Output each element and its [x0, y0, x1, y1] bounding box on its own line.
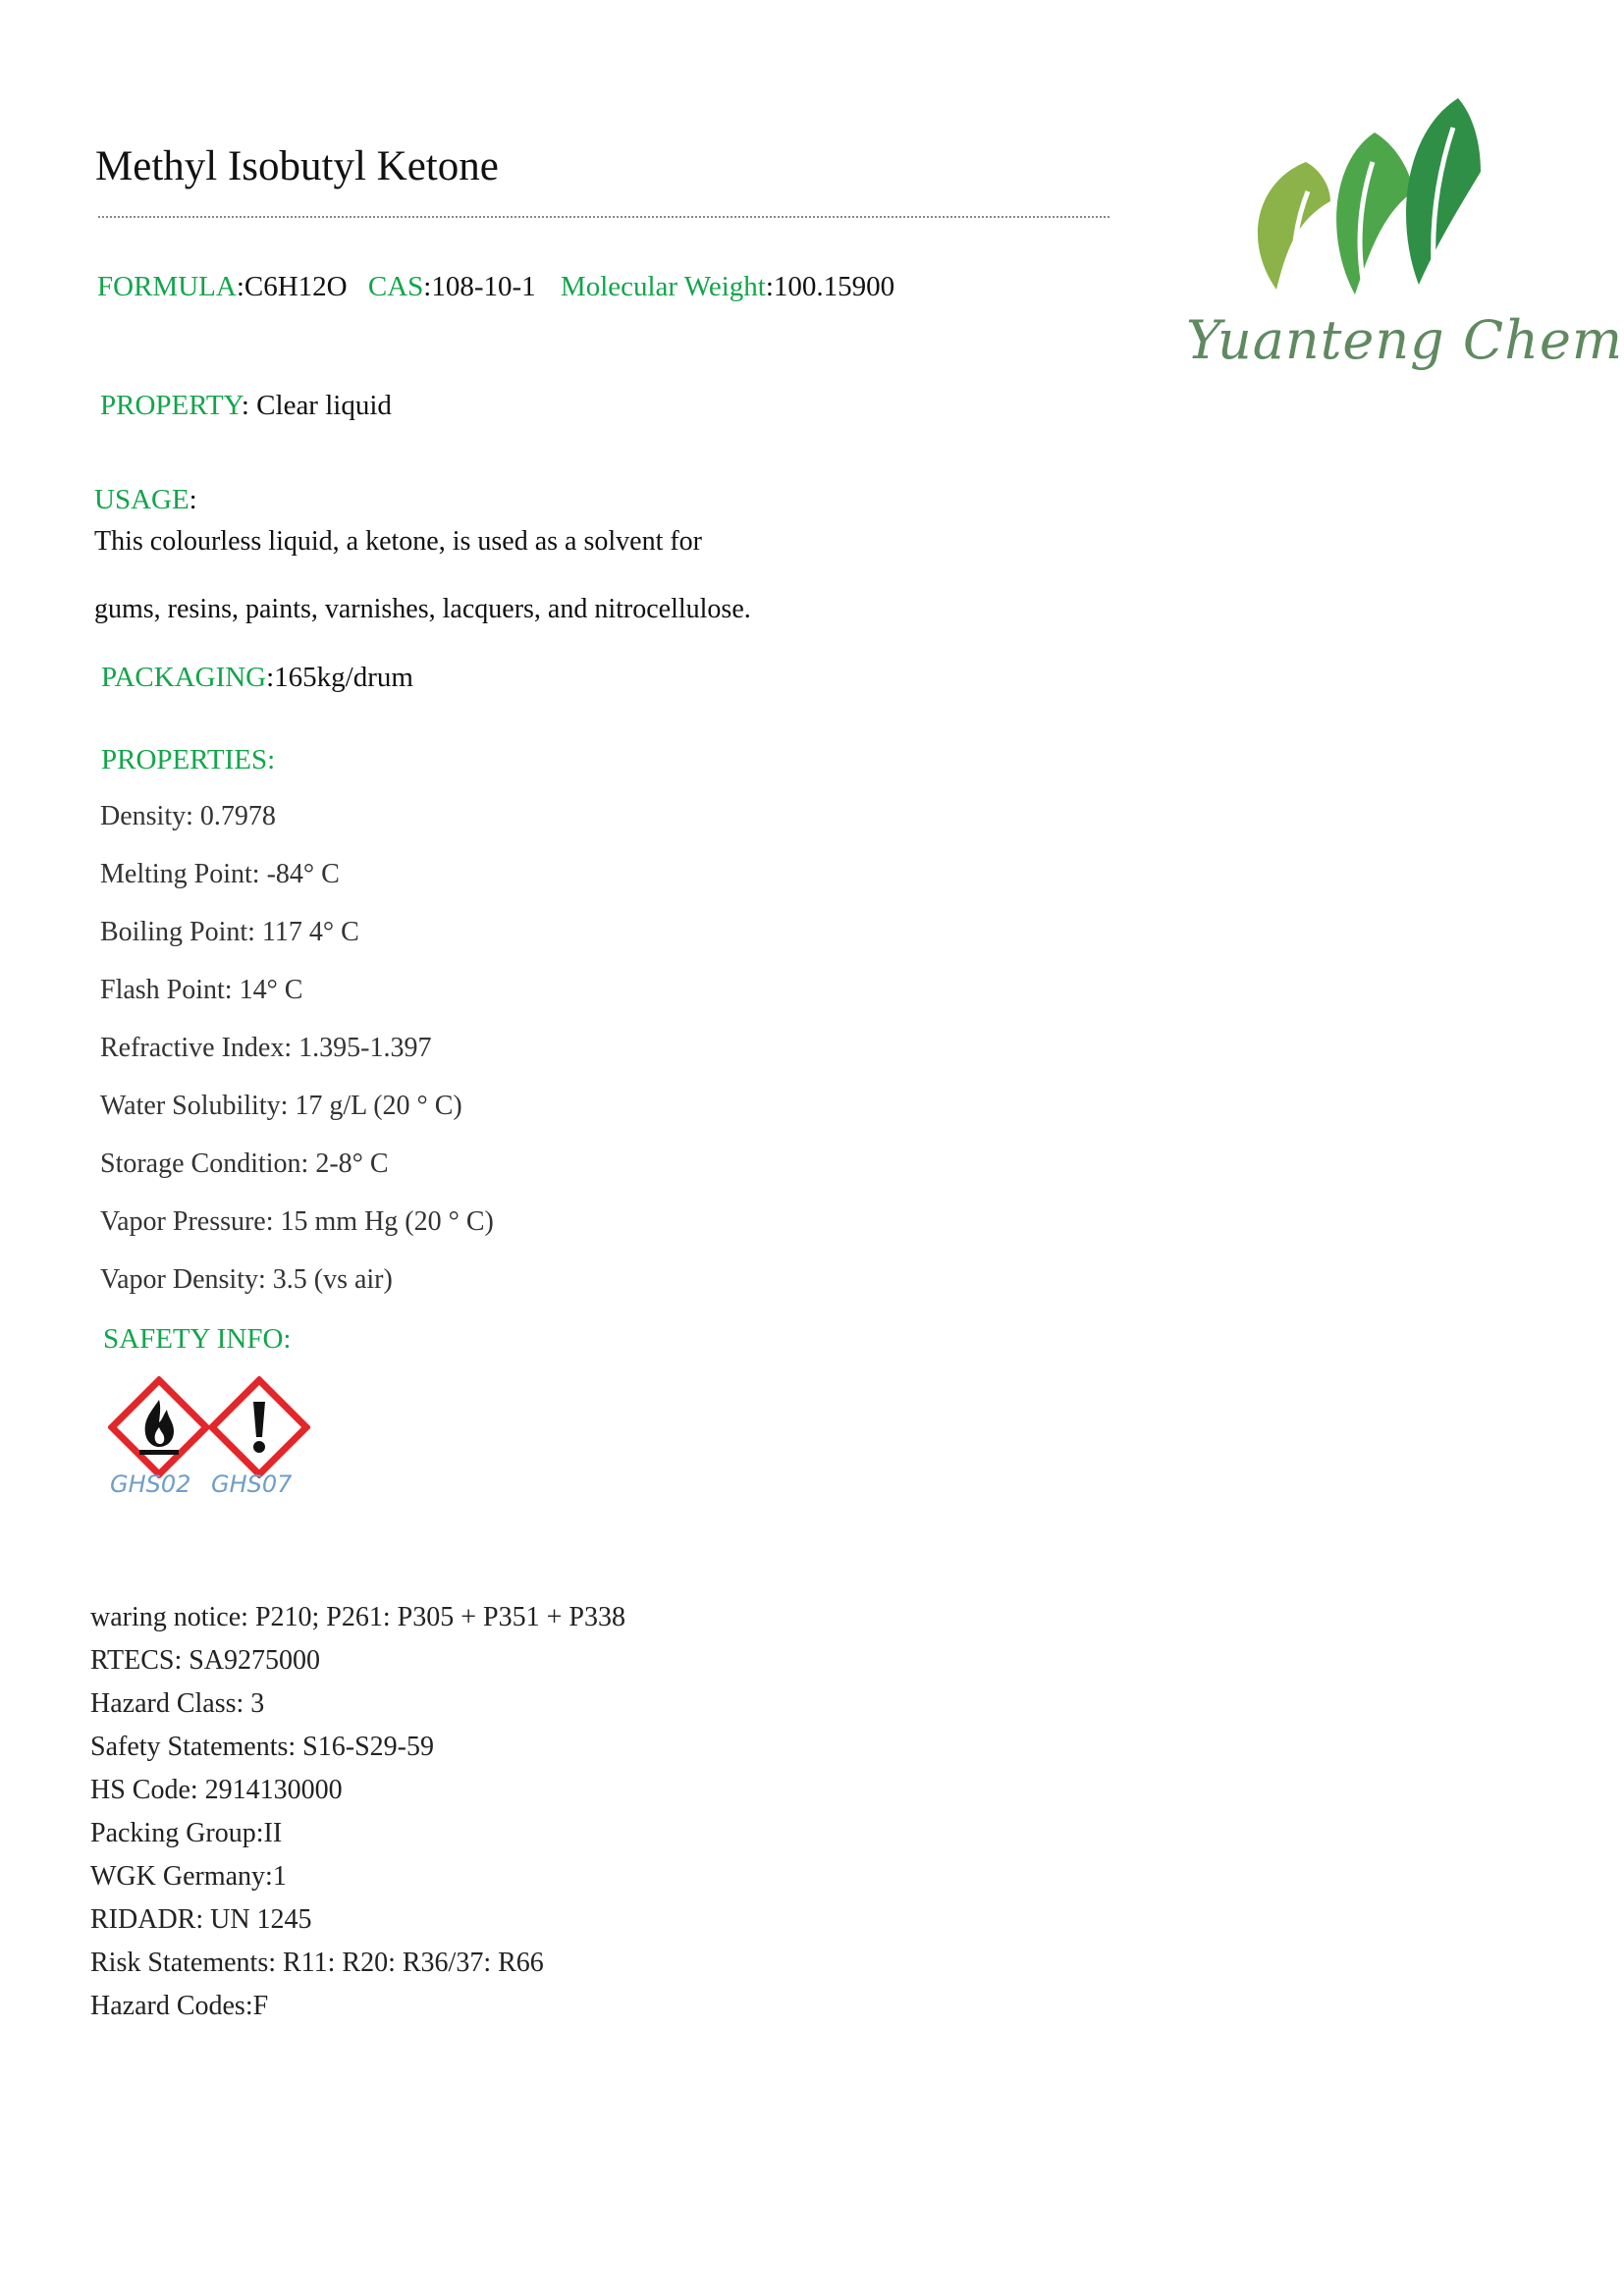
safety-item: waring notice: P210; P261: P305 + P351 + P338 [90, 1602, 625, 1632]
packaging-label: PACKAGING [101, 662, 267, 693]
safety-item: HS Code: 2914130000 [90, 1775, 343, 1805]
properties-heading: PROPERTIES: [101, 744, 276, 775]
usage-text-line-2: gums, resins, paints, varnishes, lacquers, and nitrocellulose. [94, 594, 751, 624]
cas-value: :108-10-1 [423, 271, 536, 302]
packaging-line [101, 662, 413, 694]
safety-item: Safety Statements: S16-S29-59 [90, 1732, 434, 1762]
safety-item: RIDADR: UN 1245 [90, 1904, 312, 1935]
packaging-value: :165kg/drum [266, 662, 413, 693]
property-label: PROPERTY [100, 390, 242, 421]
usage-colon: : [189, 484, 197, 515]
safety-item: WGK Germany:1 [90, 1861, 287, 1892]
mw-label: Molecular Weight [560, 271, 766, 302]
exclamation-icon [208, 1376, 310, 1478]
property-item: Vapor Pressure: 15 mm Hg (20 ° C) [100, 1206, 494, 1237]
usage-heading [94, 484, 197, 516]
property-item: Flash Point: 14° C [100, 975, 303, 1005]
page-title: Methyl Isobutyl Ketone [95, 143, 499, 189]
property-item: Refractive Index: 1.395-1.397 [100, 1033, 432, 1063]
flame-icon [108, 1376, 210, 1478]
title-divider [98, 216, 1110, 218]
property-item: Water Solubility: 17 g/L (20 ° C) [100, 1091, 462, 1121]
safety-item: Packing Group:II [90, 1818, 283, 1848]
mw-value: :100.15900 [765, 271, 895, 302]
formula-value: :C6H12O [236, 271, 348, 302]
property-item: Vapor Density: 3.5 (vs air) [100, 1264, 393, 1295]
safety-item: Hazard Class: 3 [90, 1688, 265, 1719]
safety-heading: SAFETY INFO: [103, 1323, 292, 1355]
formula-label: FORMULA [97, 271, 237, 302]
logo-leaf-middle [1336, 133, 1414, 294]
safety-item: Hazard Codes:F [90, 1991, 269, 2021]
property-line [100, 390, 392, 422]
safety-item: RTECS: SA9275000 [90, 1645, 321, 1676]
logo-text: Yuanteng Chem [1186, 309, 1624, 371]
logo-leaf-right [1406, 98, 1481, 285]
usage-label: USAGE [94, 484, 189, 515]
usage-text-line-1: This colourless liquid, a ketone, is used as a solvent for [94, 526, 702, 557]
cas-label: CAS [367, 271, 424, 302]
company-logo [1237, 93, 1492, 309]
formula-line [97, 271, 894, 303]
ghs02-label: GHS02 [110, 1470, 191, 1498]
property-value: : Clear liquid [241, 390, 392, 421]
safety-item: Risk Statements: R11: R20: R36/37: R66 [90, 1948, 544, 1978]
property-item: Density: 0.7978 [100, 801, 276, 831]
ghs07-label: GHS07 [211, 1470, 293, 1498]
property-item: Melting Point: -84° C [100, 859, 340, 889]
property-item: Storage Condition: 2-8° C [100, 1148, 389, 1179]
property-item: Boiling Point: 117 4° C [100, 917, 359, 947]
